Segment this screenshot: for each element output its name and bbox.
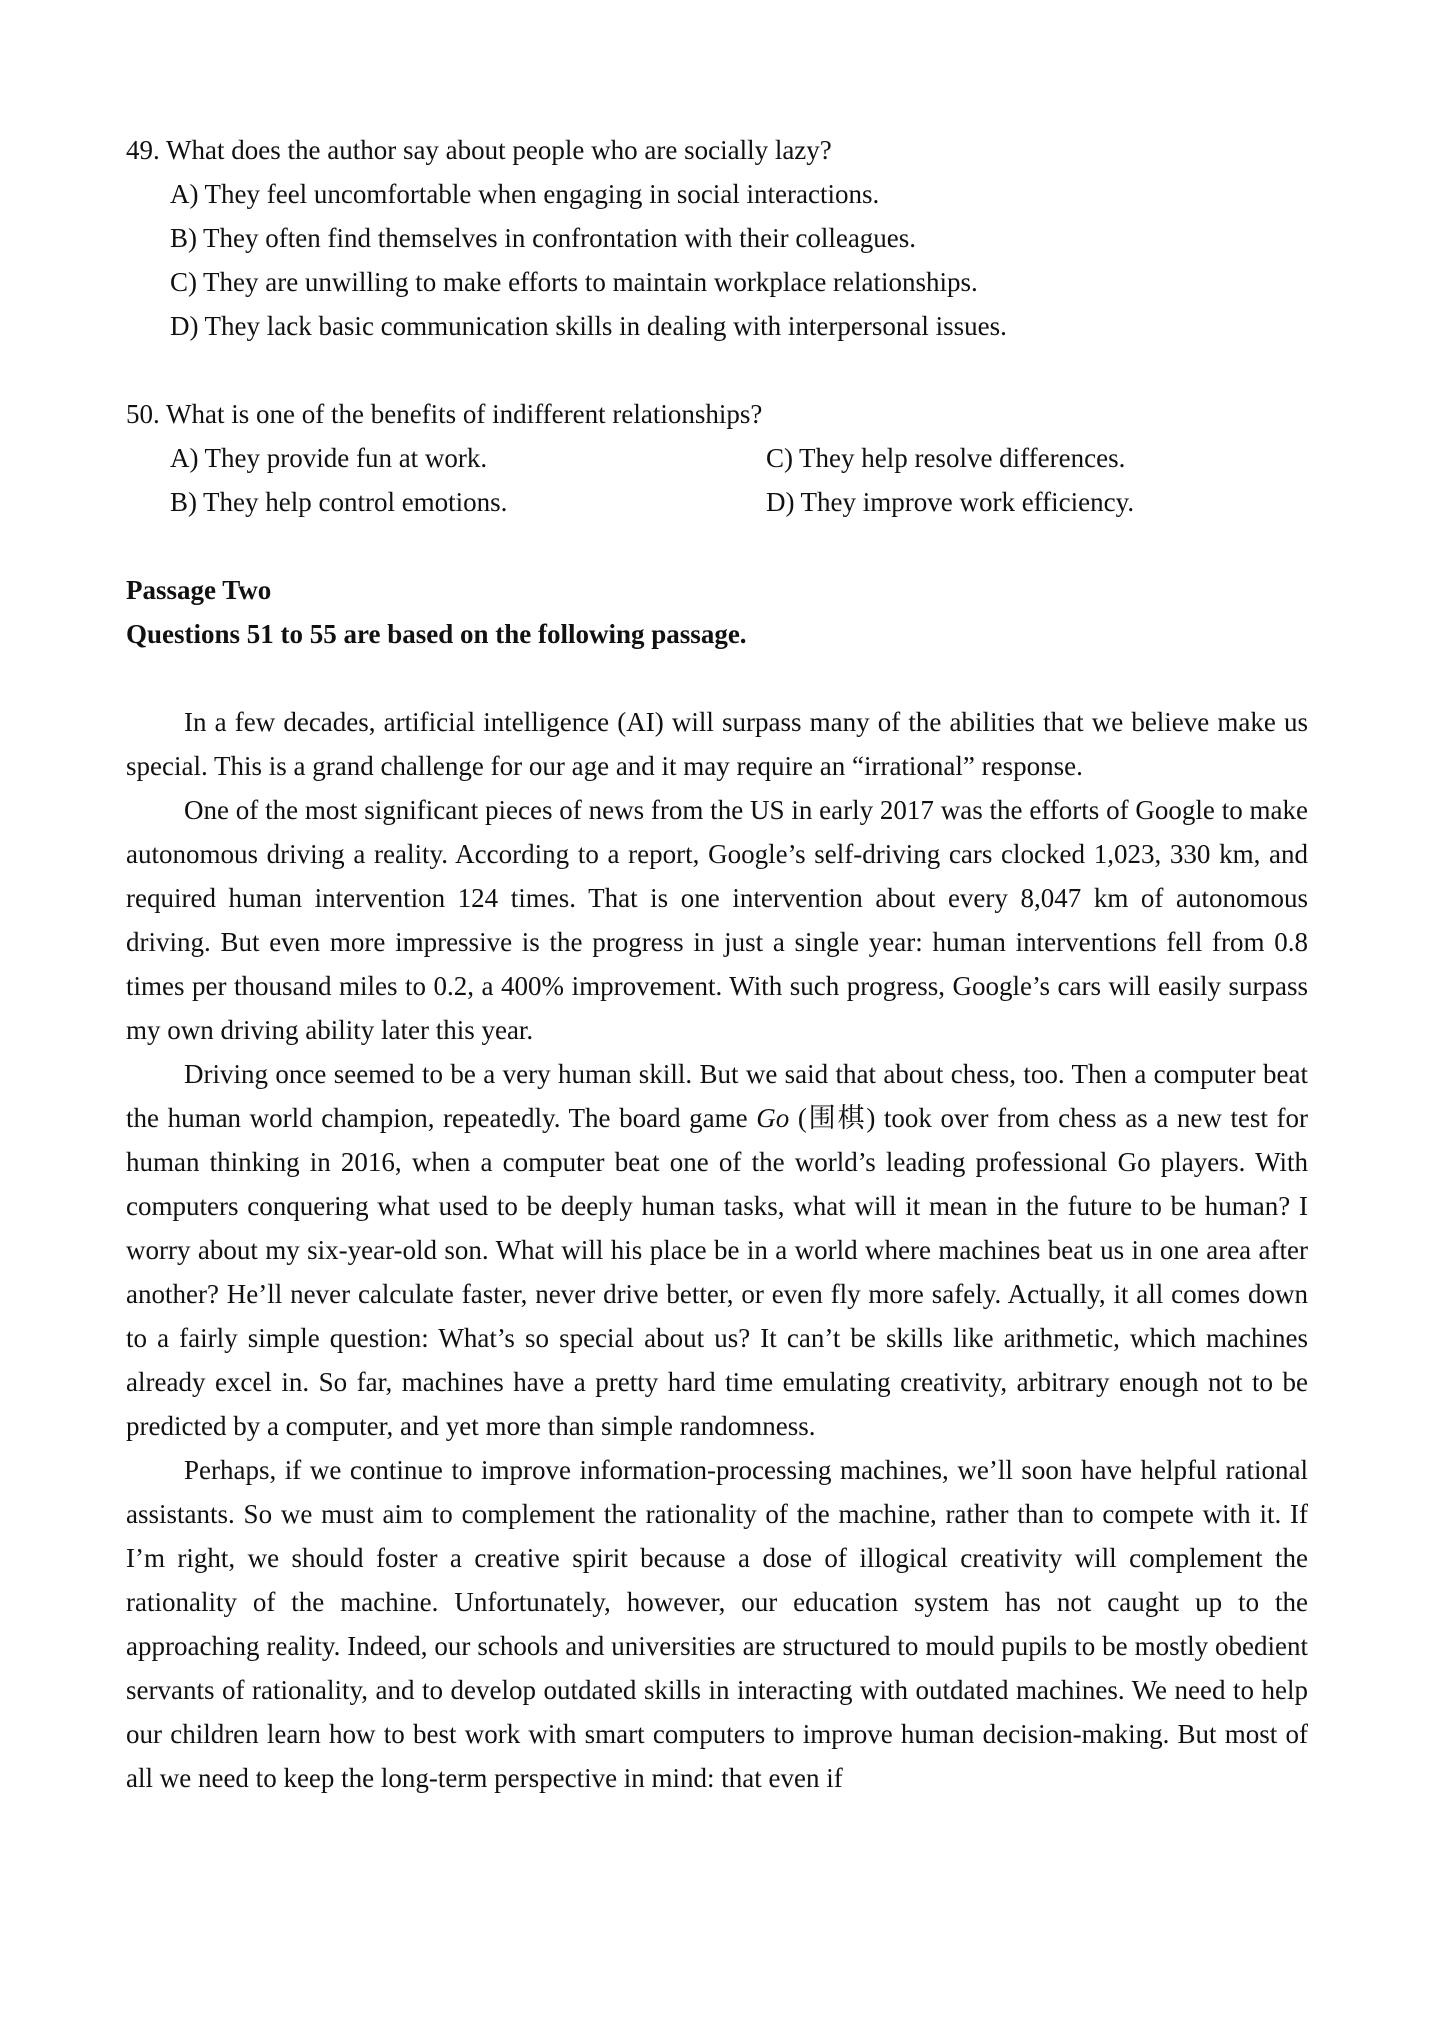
option-c [126,260,1308,304]
option-letter: A) [170,179,199,209]
option-text: They improve work efficiency. [800,487,1135,517]
chinese-gloss: (围棋) [789,1103,876,1133]
option-letter: A) [170,443,199,473]
option-letter: D) [170,311,199,341]
option-text: They help control emotions. [203,487,508,517]
question-text: What does the author say about people who are socially lazy? [166,135,832,165]
option-text: They often find themselves in confrontation with their colleagues. [203,223,917,253]
passage-paragraph-3 [126,1052,1308,1448]
option-letter: D) [766,487,795,517]
italic-term: Go [756,1103,790,1133]
option-text: They are unwilling to make efforts to maintain workplace relationships. [203,267,978,297]
option-c [722,436,1326,480]
question-number: 49. [126,135,160,165]
question-49 [126,128,1308,348]
exam-page [126,128,1308,1800]
option-d [722,480,1326,524]
option-letter: C) [766,443,793,473]
passage-paragraph-4: Perhaps, if we continue to improve information-processing machines, we’ll soon have helpful rational assistants. So we must aim to complement the rationality of the machine, rather than to compete with it. If I’m right, we should foster a creative spirit because a dose of illogical creativity will complement the rationality of the machine. Unfortunately, however, our education system has not caught up to the approaching reality. Indeed, our schools and universities are structured to mould pupils to be mostly obedient servants of rationality, and to develop outdated skills in interacting with outdated machines. We need to help our children learn how to best work with smart computers to improve human decision-making. But most of all we need to keep the long-term perspective in mind: that even if [126,1455,1308,1793]
passage-instruction: Questions 51 to 55 are based on the following passage. [126,619,747,649]
option-letter: B) [170,223,197,253]
passage-paragraph-1: In a few decades, artificial intelligence (AI) will surpass many of the abilities that we believe make us special. This is a grand challenge for our age and it may require an “irrational” response. [126,707,1308,781]
option-text: They lack basic communication skills in dealing with interpersonal issues. [204,311,1007,341]
paragraph-text: Driving once seemed to be a very human skill. But we said that about chess, too. Then a computer beat the human world champion, repeatedly. The board game [126,1059,1308,1133]
question-50 [126,392,1308,524]
option-b [126,480,730,524]
option-text: They feel uncomfortable when engaging in social interactions. [204,179,880,209]
question-stem [126,392,1308,436]
option-letter: B) [170,487,197,517]
spacer [126,348,1308,392]
spacer [126,656,1308,700]
passage-paragraph-2: One of the most significant pieces of news from the US in early 2017 was the efforts of Google to make autonomous driving a reality. According to a report, Google’s self-driving cars clocked 1,023, 330 km, and required human intervention 124 times. That is one intervention about every 8,047 km of autonomous driving. But even more impressive is the progress in just a single year: human interventions fell from 0.8 times per thousand miles to 0.2, a 400% improvement. With such progress, Google’s cars will easily surpass my own driving ability later this year. [126,795,1308,1045]
question-number: 50. [126,399,160,429]
option-text: They provide fun at work. [204,443,488,473]
options-grid [126,436,1308,524]
option-text: They help resolve differences. [799,443,1126,473]
paragraph-text: took over from chess as a new test for human thinking in 2016, when a computer beat one of the world’s leading professional Go players. With computers conquering what used to be deeply human tasks, what will it mean in the future to be human? I worry about my six-year-old son. What will his place be in a world where machines beat us in one area after another? He’ll never calculate faster, never drive better, or even fly more safely. Actually, it all comes down to a fairly simple question: What’s so special about us? It can’t be skills like arithmetic, which machines already excel in. So far, machines have a pretty hard time emulating creativity, arbitrary enough not to be predicted by a computer, and yet more than simple randomness. [126,1103,1309,1441]
question-text: What is one of the benefits of indifferent relationships? [166,399,763,429]
option-letter: C) [170,267,197,297]
option-b [126,216,1308,260]
option-a [126,172,1308,216]
passage-title: Passage Two [126,575,272,605]
option-d [126,304,1308,348]
spacer [126,524,1308,568]
option-a [126,436,730,480]
question-stem [126,128,1308,172]
